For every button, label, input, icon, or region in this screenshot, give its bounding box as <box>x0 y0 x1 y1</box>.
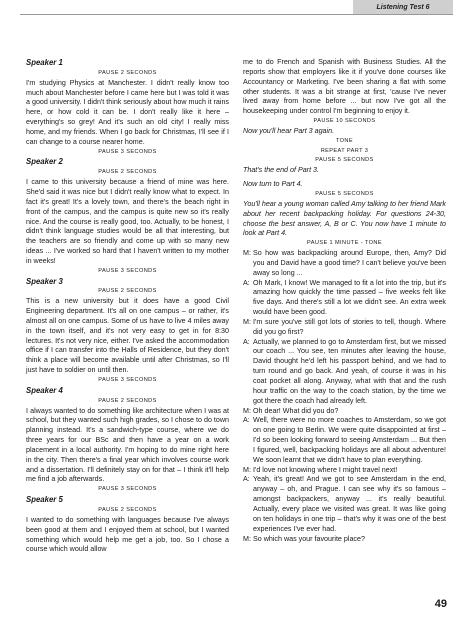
page-number: 49 <box>434 598 447 610</box>
pause-direction: PAUSE 5 SECONDS <box>315 157 374 164</box>
transcript-paragraph: me to do French and Spanish with Business Studies. All the reports show that employers like it if you've done courses like Accountancy or Marketing. I've been sharing a flat with some other students. It was a bit strange at first, 'cause I've never lived away from home before ... but now I've got all the housekeeping under control I'm beginning to enjoy it. <box>243 58 446 116</box>
dialogue-text: Yeah, it's great! And we got to see Amsterdam in the end, anyway – oh, and Prague. I can see why it's so famous – amongst backpackers, anyway ... it's really beautiful. Actually, every place we visited was great. It was like going on ten holidays in one trip – that's why it was one of the best experiences I've ever had. <box>253 475 446 533</box>
dialogue-speaker: M: <box>243 317 251 326</box>
pause-direction: PAUSE 2 SECONDS <box>98 397 157 404</box>
dialogue-speaker: M: <box>243 249 251 258</box>
pause-direction: PAUSE 2 SECONDS <box>98 506 157 513</box>
dialogue-speaker: M: <box>243 534 251 543</box>
dialogue-line <box>243 338 446 407</box>
speaker-heading: Speaker 5 <box>26 495 63 505</box>
speaker-heading: Speaker 1 <box>26 58 63 67</box>
transcript-paragraph: I always wanted to do something like architecture when I was at school, but they wanted such high grades, so I chose to do town planning instead. It's a sandwich-type course, where we do three years for our BSc and then have a year on a work placement in a local authority. I'm hoping to do mine right here in the city. Then there's a final year which involves course work and a dissertation. I'll definitely stay on for that – I think it'll help me find a job afterwards. <box>26 406 229 484</box>
stage-direction: You'll hear a young woman called Amy talking to her friend Mark about her recent backpacking holiday. For questions 24-30, choose the best answer, A, B or C. You now have 1 minute to look at Part 4. <box>243 199 446 238</box>
dialogue-speaker: M: <box>243 406 251 415</box>
pause-direction: TONE <box>335 137 354 144</box>
dialogue-speaker: M: <box>243 465 251 474</box>
header-title: Listening Test 6 <box>353 0 453 14</box>
pause-direction: PAUSE 2 SECONDS <box>98 169 157 176</box>
dialogue-speaker: A: <box>243 475 250 484</box>
pause-direction: PAUSE 3 SECONDS <box>98 267 157 274</box>
pause-direction: PAUSE 10 SECONDS <box>313 118 376 125</box>
stage-direction: That's the end of Part 3. <box>243 166 319 175</box>
speaker-heading: Speaker 2 <box>26 157 63 167</box>
transcript-paragraph: I wanted to do something with languages because I've always been good at them and I enjoyed them at school, but I wanted something which would help me get a job, too. So I chose a course which would allow <box>26 515 229 554</box>
header-rule <box>20 14 453 15</box>
dialogue-text: I'm sure you've still got lots of stories to tell, though. Where did you go first? <box>253 317 446 336</box>
dialogue-line <box>243 475 446 534</box>
pause-direction: PAUSE 2 SECONDS <box>98 69 157 76</box>
dialogue-line <box>243 318 446 338</box>
pause-direction: PAUSE 3 SECONDS <box>98 377 157 383</box>
dialogue-line <box>243 535 446 545</box>
stage-direction: Now turn to Part 4. <box>243 180 303 189</box>
transcript-paragraph: I came to this university because a friend of mine was here. She'd said it was nice but I didn't really know what to expect. In fact it's great! It's a lovely town, and there's the beach right in front of the campus, and the campus is quite new so it's really nice. And the course is really good, too. Actually, to be honest, I didn't think language studies would be all that interesting, but the teachers are so friendly and come up with so many new ideas ... I've worked so hard that I haven't written to my mother in weeks! <box>26 178 229 265</box>
dialogue-speaker: A: <box>243 337 250 346</box>
dialogue-line <box>243 249 446 279</box>
pause-direction: PAUSE 2 SECONDS <box>98 288 157 295</box>
dialogue-line <box>243 407 446 417</box>
dialogue-speaker: A: <box>243 416 250 425</box>
pause-direction: PAUSE 5 SECONDS <box>315 190 374 197</box>
dialogue-text: So which was your favourite place? <box>253 534 365 543</box>
transcript-paragraph: This is a new university but it does have a good Civil Engineering department. It's all on one campus – or rather, it's almost all on one campus. Some of us have to live 4 miles away in the town itself, and it's not very easy to get in for 8:30 lectures. It's not very nice, either. I've asked the accommodation office if I can transfer into the Halls of Residence, but they don't think a place will become available until after Christmas, so I'll just have to soldier on until then. <box>26 297 229 375</box>
speaker-heading: Speaker 3 <box>26 276 63 286</box>
dialogue-text: Oh dear! What did you do? <box>253 406 339 415</box>
right-column <box>243 58 446 544</box>
dialogue-speaker: A: <box>243 278 250 287</box>
pause-direction: PAUSE 1 MINUTE - TONE <box>307 240 382 247</box>
pause-direction: PAUSE 3 SECONDS <box>98 486 157 493</box>
pause-direction: REPEAT PART 3 <box>320 147 369 154</box>
dialogue-line <box>243 279 446 318</box>
pause-direction: PAUSE 3 SECONDS <box>98 148 157 155</box>
dialogue-text: So how was backpacking around Europe, then, Amy? Did you and David have a good time? I can't believe you've been away so long ... <box>253 249 446 277</box>
transcript-paragraph: I'm studying Physics at Manchester. I didn't really know too much about Manchester before I came here but I was told it was a good university. I didn't think seriously about how much it rains here, or how cold it can be. I don't really like it here – everything's so grey! And it's such an old city! I really miss home, and my friends. When I go back for Christmas, I'll see if I can change to a course nearer home. <box>26 78 229 146</box>
speaker-heading: Speaker 4 <box>26 385 63 395</box>
dialogue-text: I'd love not knowing where I might travel next! <box>253 465 398 474</box>
dialogue-text: Actually, we planned to go to Amsterdam first, but we missed our coach ... You see, ten minutes after leaving the house, David thought he'd left his passport behind, and we had to turn round and go back. And yeah, of course it was in his coat pocket all along. Anyway, what with that and the rush hour traffic on the way to the coach station, by the time we got there the coach had already left. <box>253 337 446 405</box>
dialogue-text: Well, there were no more coaches to Amsterdam, so we got on one going to Berlin. We were quite disappointed at first – I'd so been looking forward to seeing Amsterdam ... But then I figured, well, backpacking holidays are all about adventure! We soon learnt that we didn't have to plan everything. <box>253 416 446 464</box>
stage-direction: Now you'll hear Part 3 again. <box>243 126 335 135</box>
dialogue-line <box>243 416 446 465</box>
dialogue-text: Oh Mark, I know! We managed to fit a lot into the trip, but it's amazing how quickly the time passed – five weeks felt like five days. And there's still a lot we didn't see. An extra week would have been good. <box>253 278 446 317</box>
page-header <box>0 0 461 26</box>
dialogue-line <box>243 466 446 476</box>
left-column <box>26 58 229 555</box>
